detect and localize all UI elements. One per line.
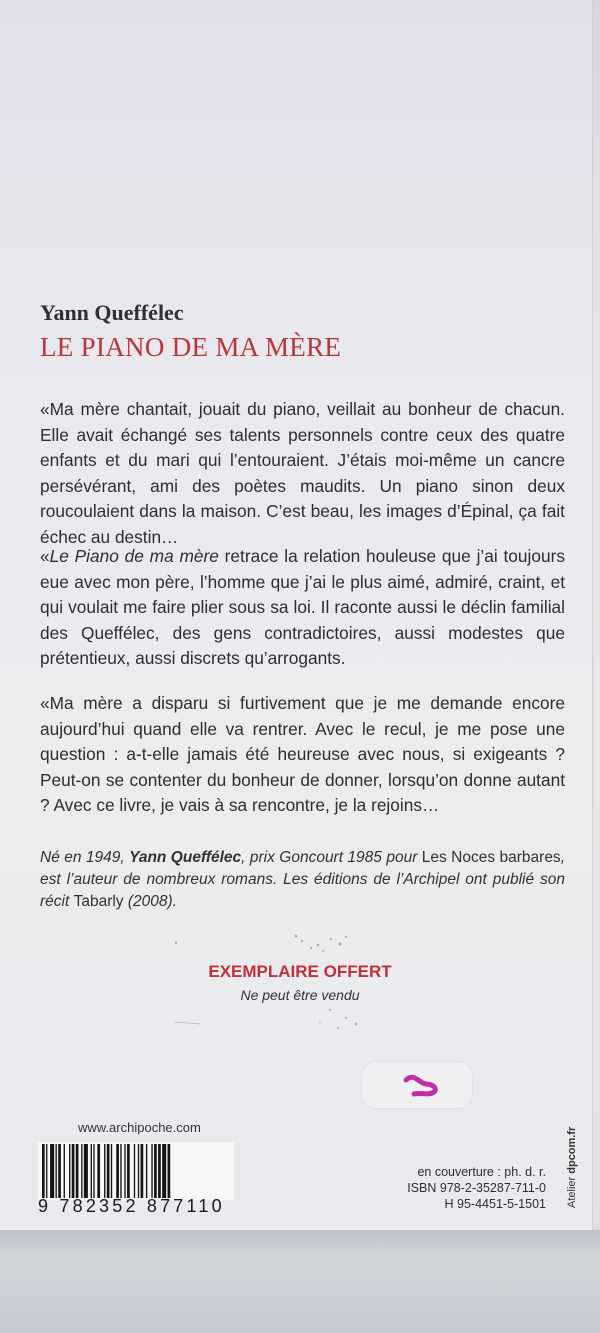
barcode-bar	[158, 1144, 161, 1198]
bio-text: , est l’auteur de nombreux romans. Les éditions de l’Archipel ont publié son récit	[40, 849, 565, 910]
quote-mark: «	[40, 546, 50, 566]
book-title-inline: Le Piano de ma mère	[49, 546, 219, 566]
barcode-bar	[72, 1144, 75, 1198]
isbn-number: ISBN 978-2-35287-711-0	[407, 1181, 546, 1195]
bio-text: , prix Goncourt 1985 pour	[241, 849, 422, 866]
barcode-bar	[127, 1144, 130, 1198]
barcode-bar	[81, 1144, 82, 1198]
barcode-bar	[134, 1144, 135, 1198]
barcode-bar	[42, 1144, 45, 1198]
blurb-paragraph-3: «Ma mère a disparu si furtivement que je me demande encore aujourd’hui quand elle va rentrer. Avec le recul, je me pose une question : a-t-elle jamais été heureuse avec nous, si exigeants ? Peut-on se contenter du bonheur de donner, lorsqu’on donne autant ? Avec ce livre, je vais à sa rencontre, je la rejoins…	[40, 693, 565, 815]
barcode-bar	[162, 1144, 166, 1198]
marker-scribble-icon	[362, 1062, 472, 1108]
not-for-sale-note: Ne peut être vendu	[240, 987, 360, 1003]
barcode-bar	[154, 1144, 157, 1198]
cover-credit: en couverture : ph. d. r.	[417, 1165, 546, 1179]
book-title: LE PIANO DE MA MÈRE	[40, 332, 342, 362]
publisher-website: www.archipoche.com	[78, 1120, 201, 1135]
blurb-paragraph-2-text: retrace la relation houleuse que j’ai toujours eue avec mon père, l’homme que j’ai le plus aimé, admiré, craint, et qui voulait me faire plier sous sa loi. Il raconte aussi le déclin familial des Queffélec, des gens contradictoires, aussi modestes que prétentieux, aussi discrets qu’arrogants.	[40, 546, 565, 668]
bio-text: Né en 1949,	[40, 849, 130, 866]
bio-work-tabarly: Tabarly	[73, 893, 124, 910]
barcode-bar	[116, 1144, 119, 1198]
barcode-bar	[146, 1144, 147, 1198]
barcode-bar	[107, 1144, 110, 1198]
atelier-label: Atelier	[566, 1173, 578, 1208]
atelier-name: dpcom.fr	[566, 1126, 578, 1174]
barcode-bar	[46, 1144, 47, 1198]
barcode-bar	[91, 1144, 92, 1198]
barcode-bar	[141, 1144, 144, 1198]
barcode-bar	[111, 1144, 112, 1198]
barcode-bar	[56, 1144, 57, 1198]
barcode-bar	[168, 1144, 171, 1198]
barcode-bar	[58, 1144, 61, 1198]
barcode-bar	[151, 1144, 152, 1198]
author-name: Yann Queffélec	[40, 300, 184, 325]
price-sticker	[362, 1062, 472, 1108]
barcode-bar	[104, 1144, 105, 1198]
isbn-barcode	[38, 1142, 234, 1200]
barcode-bar	[93, 1144, 94, 1198]
design-studio-credit	[566, 1128, 580, 1208]
complimentary-copy-stamp: EXEMPLAIRE OFFERT	[208, 962, 392, 981]
barcode-bar	[50, 1144, 54, 1198]
barcode-bar	[76, 1144, 79, 1198]
barcode-bar	[120, 1144, 121, 1198]
blurb-paragraph-1: «Ma mère chantait, jouait du piano, veillait au bonheur de chacun. Elle avait échangé ses talents personnels contre ceux des quatre enfants et du mari qui l’entouraient. J’étais moi-même un cancre persévérant, ami des poètes maudits. Un piano sinon deux roucoulaient dans la maison. C’est beau, les images d’Épinal, ça fait échec au destin…	[40, 399, 565, 547]
product-code: H 95-4451-5-1501	[444, 1197, 546, 1211]
credits-block	[407, 1164, 546, 1212]
barcode-bar	[84, 1144, 88, 1198]
barcode-bar	[97, 1144, 100, 1198]
barcode-bar	[69, 1144, 70, 1198]
barcode-digits: 9 782352 877110	[38, 1196, 225, 1216]
bio-author: Yann Queffélec	[129, 849, 242, 866]
barcode-icon	[38, 1142, 234, 1200]
bio-text: (2008).	[123, 893, 177, 910]
bio-work-noces: Les Noces barbares	[421, 849, 561, 866]
barcode-bar	[64, 1144, 65, 1198]
barcode-bar	[138, 1144, 139, 1198]
barcode-bar	[124, 1144, 125, 1198]
